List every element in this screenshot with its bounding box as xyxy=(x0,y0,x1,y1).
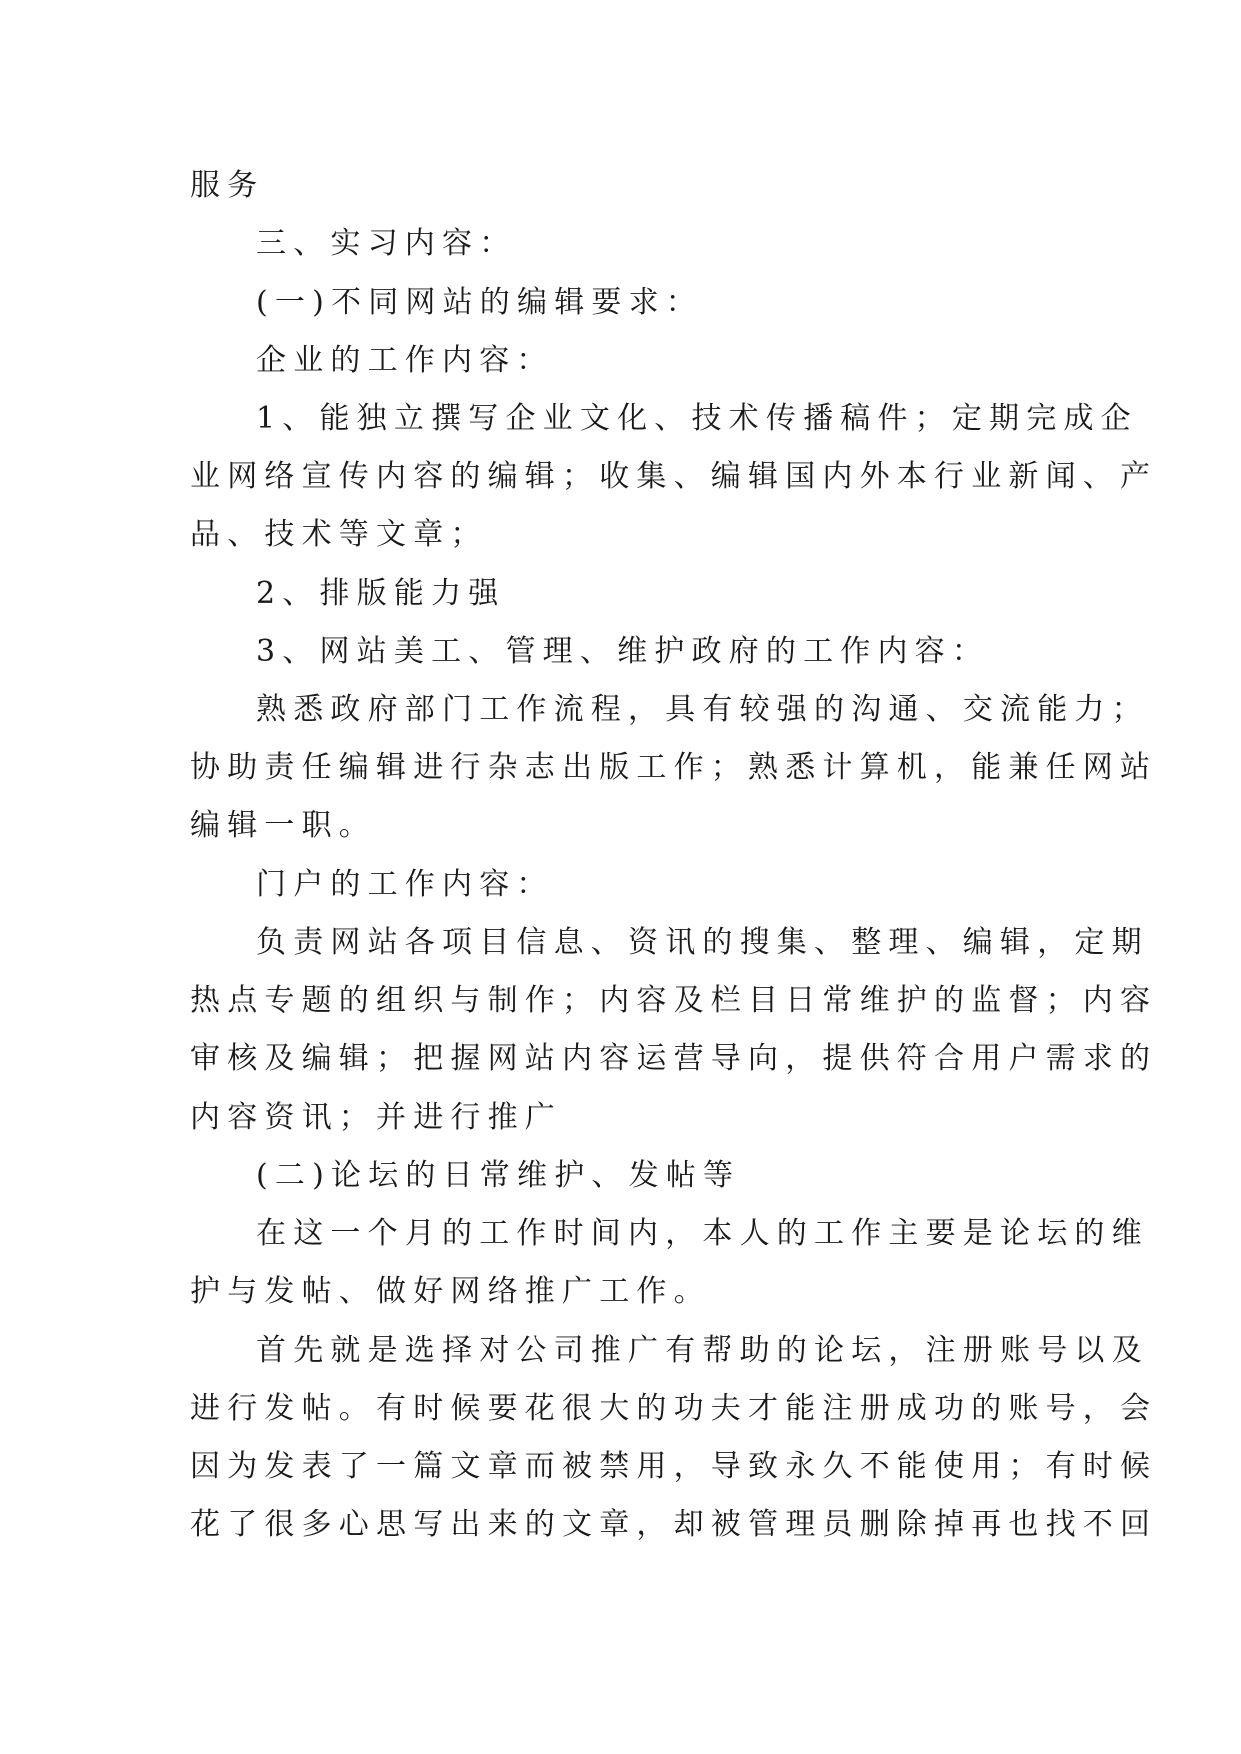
text-line: 审核及编辑；把握网站内容运营导向，提供符合用户需求的 xyxy=(190,1041,1158,1076)
text-line: 品、技术等文章； xyxy=(190,517,488,552)
text-line: 1、能独立撰写企业文化、技术传播稿件；定期完成企 xyxy=(256,401,1138,436)
subsection-heading: (二)论坛的日常维护、发帖等 xyxy=(256,1158,741,1193)
text-line: 服务 xyxy=(190,168,265,203)
text-line: 护与发帖、做好网络推广工作。 xyxy=(190,1274,711,1309)
text-line: 业网络宣传内容的编辑；收集、编辑国内外本行业新闻、产 xyxy=(190,459,1158,494)
text-line: 因为发表了一篇文章而被禁用，导致永久不能使用；有时候 xyxy=(190,1449,1158,1484)
text-line: 2、排版能力强 xyxy=(256,576,506,611)
paragraph-heading: 门户的工作内容： xyxy=(256,867,554,902)
paragraph-heading: 企业的工作内容： xyxy=(256,343,554,378)
text-line: 在这一个月的工作时间内，本人的工作主要是论坛的维 xyxy=(256,1216,1149,1251)
text-line: 内容资讯；并进行推广 xyxy=(190,1100,562,1135)
text-line: 编辑一职。 xyxy=(190,808,376,843)
text-line: 进行发帖。有时候要花很大的功夫才能注册成功的账号，会 xyxy=(190,1391,1158,1426)
text-line: 协助责任编辑进行杂志出版工作；熟悉计算机，能兼任网站 xyxy=(190,750,1158,785)
text-line: 熟悉政府部门工作流程，具有较强的沟通、交流能力； xyxy=(256,692,1149,727)
text-line: 3、网站美工、管理、维护政府的工作内容： xyxy=(256,634,990,669)
text-line: 花了很多心思写出来的文章，却被管理员删除掉再也找不回 xyxy=(190,1507,1158,1542)
text-line: 热点专题的组织与制作；内容及栏目日常维护的监督；内容 xyxy=(190,983,1158,1018)
text-line: 负责网站各项目信息、资讯的搜集、整理、编辑，定期 xyxy=(256,925,1149,960)
section-heading: 三、实习内容： xyxy=(256,226,517,261)
subsection-heading: (一)不同网站的编辑要求： xyxy=(256,285,704,320)
text-line: 首先就是选择对公司推广有帮助的论坛，注册账号以及 xyxy=(256,1333,1149,1368)
